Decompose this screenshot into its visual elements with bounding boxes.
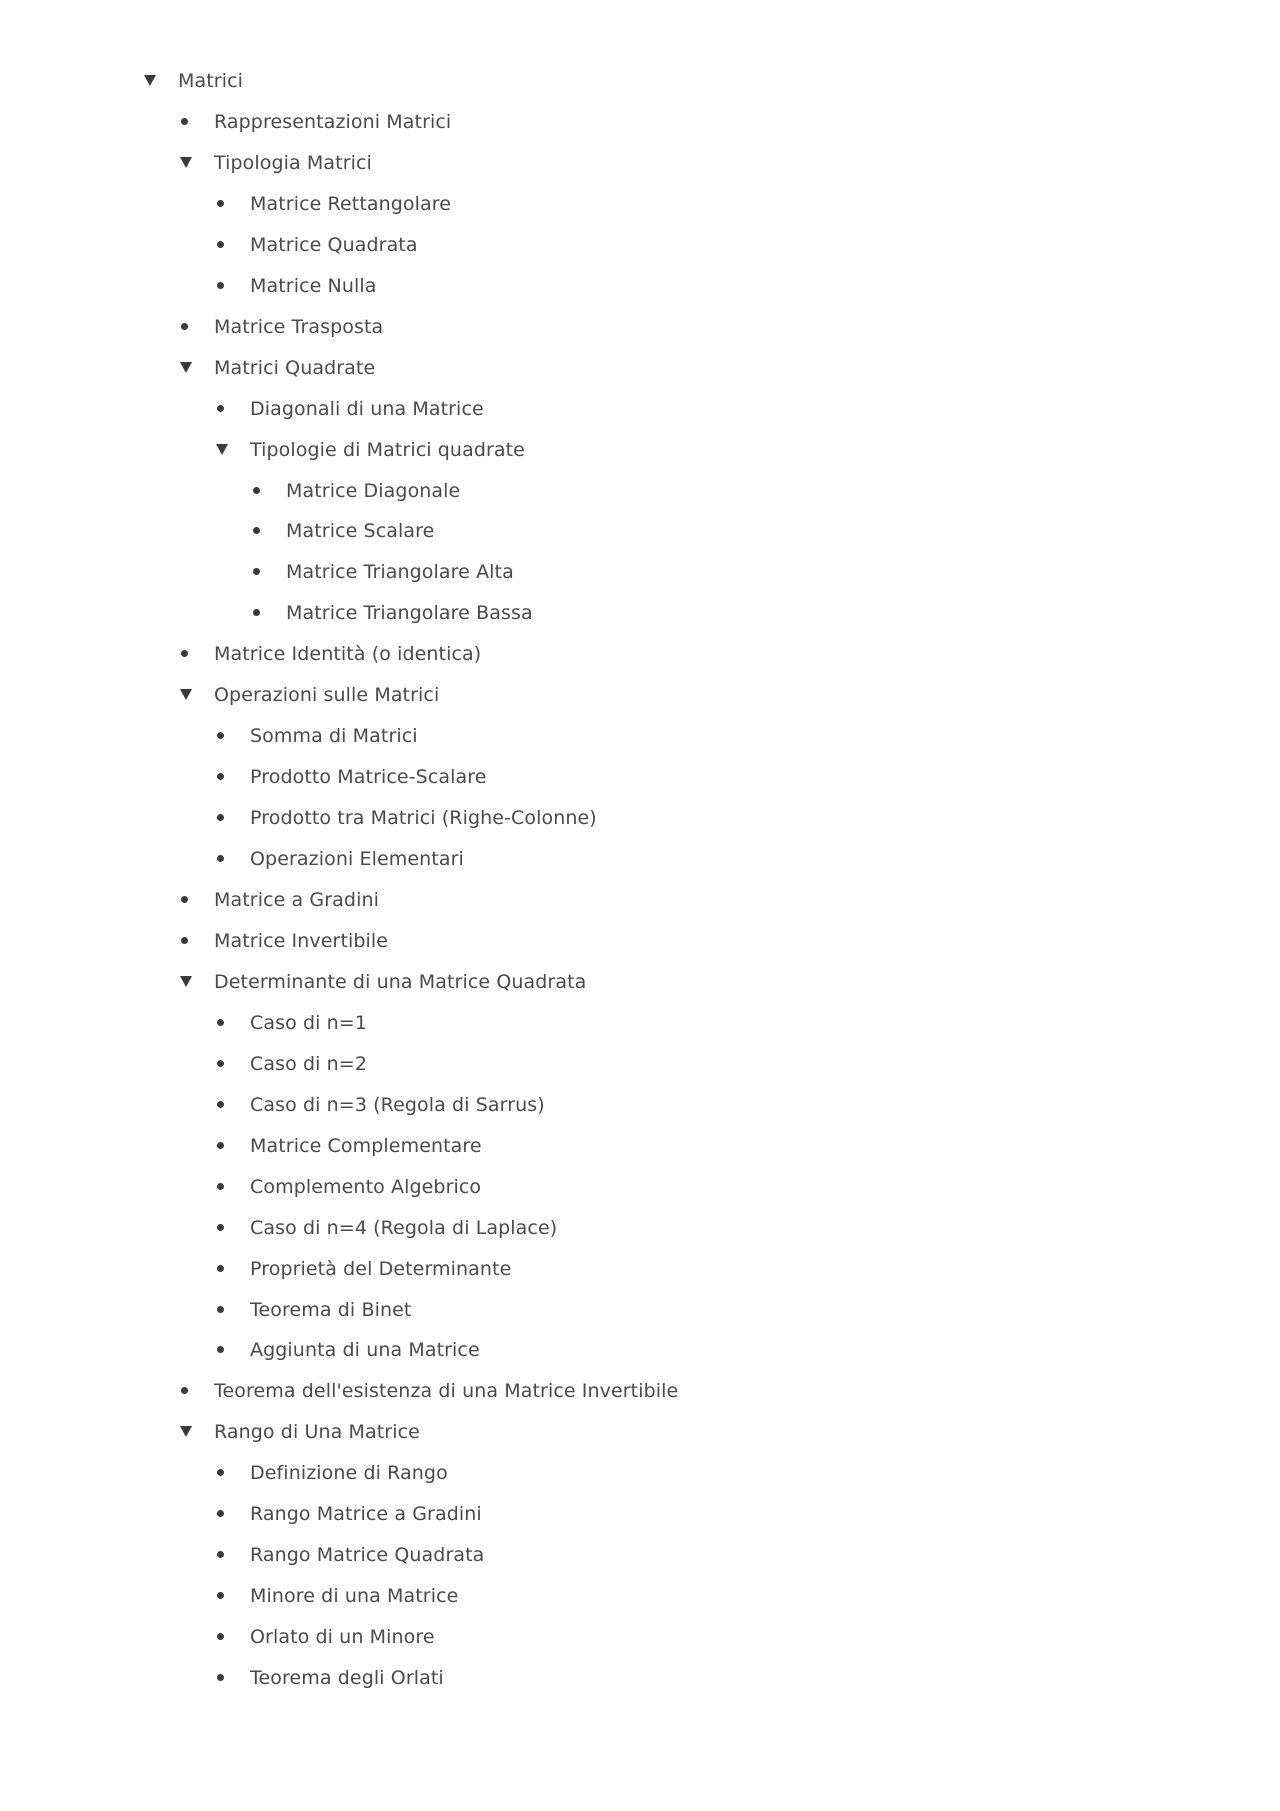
- outline-item-label[interactable]: Matrici Quadrate: [214, 356, 376, 379]
- bullet-icon: [251, 592, 275, 633]
- outline-item-label[interactable]: Matrice Identità (o identica): [214, 642, 482, 665]
- outline-list-item[interactable]: [215, 838, 464, 879]
- bullet-icon: [179, 633, 203, 674]
- outline-list-item[interactable]: [215, 265, 377, 306]
- outline-item-label[interactable]: Prodotto tra Matrici (Righe-Colonne): [250, 806, 597, 829]
- outline-toggle-item[interactable]: [179, 1411, 420, 1452]
- bullet-icon: [215, 1207, 239, 1248]
- outline-item-label[interactable]: Operazioni sulle Matrici: [214, 683, 440, 706]
- outline-item-label[interactable]: Rango Matrice Quadrata: [250, 1543, 485, 1566]
- outline-item-label[interactable]: Rango Matrice a Gradini: [250, 1502, 482, 1525]
- caret-down-icon[interactable]: [179, 1411, 203, 1452]
- outline-item-label[interactable]: Matrici: [178, 69, 244, 92]
- bullet-icon: [215, 224, 239, 265]
- outline-toggle-item[interactable]: [143, 60, 243, 101]
- outline-item-label[interactable]: Prodotto Matrice-Scalare: [250, 765, 487, 788]
- outline-item-label[interactable]: Orlato di un Minore: [250, 1625, 435, 1648]
- bullet-icon: [215, 838, 239, 879]
- outline-list-item[interactable]: [215, 1452, 448, 1493]
- outline-item-label[interactable]: Aggiunta di una Matrice: [250, 1338, 480, 1361]
- bullet-icon: [215, 1289, 239, 1330]
- outline-item-label[interactable]: Rango di Una Matrice: [214, 1420, 420, 1443]
- outline-list-item[interactable]: [179, 101, 451, 142]
- outline-item-label[interactable]: Minore di una Matrice: [250, 1584, 459, 1607]
- outline-list-item[interactable]: [179, 306, 383, 347]
- bullet-icon: [215, 1329, 239, 1370]
- outline-list-item[interactable]: [215, 1084, 545, 1125]
- outline-item-label[interactable]: Definizione di Rango: [250, 1461, 448, 1484]
- caret-down-icon[interactable]: [179, 674, 203, 715]
- bullet-icon: [215, 756, 239, 797]
- outline-list-item[interactable]: [251, 510, 434, 551]
- outline-item-label[interactable]: Caso di n=2: [250, 1052, 368, 1075]
- outline-item-label[interactable]: Operazioni Elementari: [250, 847, 464, 870]
- outline-list-item[interactable]: [179, 920, 388, 961]
- outline-item-label[interactable]: Somma di Matrici: [250, 724, 418, 747]
- caret-down-icon[interactable]: [179, 142, 203, 183]
- outline-list-item[interactable]: [215, 1616, 435, 1657]
- bullet-icon: [215, 183, 239, 224]
- bullet-icon: [215, 1493, 239, 1534]
- bullet-icon: [179, 879, 203, 920]
- outline-list-item[interactable]: [215, 224, 418, 265]
- outline-item-label[interactable]: Matrice Quadrata: [250, 233, 418, 256]
- bullet-icon: [215, 715, 239, 756]
- bullet-icon: [215, 1534, 239, 1575]
- caret-down-icon[interactable]: [179, 347, 203, 388]
- bullet-icon: [215, 388, 239, 429]
- outline-item-label[interactable]: Caso di n=3 (Regola di Sarrus): [250, 1093, 545, 1116]
- outline-toggle-item[interactable]: [179, 961, 586, 1002]
- outline-item-label[interactable]: Rappresentazioni Matrici: [214, 110, 452, 133]
- outline-item-label[interactable]: Matrice Scalare: [286, 519, 435, 542]
- outline-list-item[interactable]: [215, 1166, 481, 1207]
- bullet-icon: [215, 1575, 239, 1616]
- outline-item-label[interactable]: Matrice Triangolare Alta: [286, 560, 514, 583]
- outline-list-item[interactable]: [215, 715, 418, 756]
- outline-list-item[interactable]: [215, 1657, 444, 1698]
- outline-list-item[interactable]: [215, 388, 484, 429]
- bullet-icon: [215, 1616, 239, 1657]
- outline-item-label[interactable]: Caso di n=1: [250, 1011, 368, 1034]
- bullet-icon: [251, 470, 275, 511]
- bullet-icon: [215, 1084, 239, 1125]
- bullet-icon: [215, 1657, 239, 1698]
- outline-toggle-item[interactable]: [179, 347, 375, 388]
- bullet-icon: [215, 1452, 239, 1493]
- outline-toggle-item[interactable]: [179, 674, 439, 715]
- outline-item-label[interactable]: Matrice Trasposta: [214, 315, 384, 338]
- outline-item-label[interactable]: Matrice Rettangolare: [250, 192, 452, 215]
- outline-list-item[interactable]: [215, 756, 487, 797]
- outline-list-item[interactable]: [215, 183, 451, 224]
- outline-item-label[interactable]: Teorema degli Orlati: [250, 1666, 444, 1689]
- bullet-icon: [179, 920, 203, 961]
- caret-down-icon[interactable]: [179, 961, 203, 1002]
- outline-item-label[interactable]: Teorema dell'esistenza di una Matrice Invertibile: [214, 1379, 679, 1402]
- outline-list-item[interactable]: [179, 633, 481, 674]
- outline-list-item[interactable]: [215, 1329, 480, 1370]
- outline-item-label[interactable]: Tipologie di Matrici quadrate: [250, 438, 525, 461]
- outline-list-item[interactable]: [179, 1370, 678, 1411]
- outline-list-item[interactable]: [251, 592, 533, 633]
- bullet-icon: [215, 1125, 239, 1166]
- outline-item-label[interactable]: Matrice a Gradini: [214, 888, 379, 911]
- outline-item-label[interactable]: Matrice Nulla: [250, 274, 377, 297]
- outline-item-label[interactable]: Tipologia Matrici: [214, 151, 372, 174]
- bullet-icon: [215, 1248, 239, 1289]
- outline-item-label[interactable]: Matrice Diagonale: [286, 479, 461, 502]
- bullet-icon: [179, 306, 203, 347]
- outline-item-label[interactable]: Matrice Invertibile: [214, 929, 389, 952]
- caret-down-icon[interactable]: [215, 429, 239, 470]
- bullet-icon: [251, 551, 275, 592]
- outline-item-label[interactable]: Complemento Algebrico: [250, 1175, 482, 1198]
- outline-list-item[interactable]: [251, 551, 514, 592]
- outline-item-label[interactable]: Proprietà del Determinante: [250, 1257, 512, 1280]
- outline-item-label[interactable]: Teorema di Binet: [250, 1298, 412, 1321]
- outline-list-item[interactable]: [215, 1248, 511, 1289]
- bullet-icon: [215, 265, 239, 306]
- outline-list-item[interactable]: [215, 1125, 482, 1166]
- outline-list-item[interactable]: [215, 1289, 411, 1330]
- outline-item-label[interactable]: Matrice Complementare: [250, 1134, 482, 1157]
- caret-down-icon[interactable]: [143, 60, 167, 101]
- outline-toggle-item[interactable]: [179, 142, 372, 183]
- bullet-icon: [251, 510, 275, 551]
- bullet-icon: [215, 1043, 239, 1084]
- bullet-icon: [215, 1166, 239, 1207]
- bullet-icon: [215, 1002, 239, 1043]
- outline-item-label[interactable]: Caso di n=4 (Regola di Laplace): [250, 1216, 558, 1239]
- outline-toggle-item[interactable]: [215, 429, 525, 470]
- outline-list-item[interactable]: [215, 1002, 367, 1043]
- outline-list-item[interactable]: [179, 879, 379, 920]
- bullet-icon: [215, 797, 239, 838]
- outline-item-label[interactable]: Diagonali di una Matrice: [250, 397, 484, 420]
- outline-list-item[interactable]: [215, 797, 597, 838]
- outline-list-item[interactable]: [215, 1493, 482, 1534]
- outline-list-item[interactable]: [215, 1575, 458, 1616]
- outline-list-item[interactable]: [215, 1534, 484, 1575]
- bullet-icon: [179, 101, 203, 142]
- outline-list-item[interactable]: [251, 470, 460, 511]
- outline-item-label[interactable]: Matrice Triangolare Bassa: [286, 601, 533, 624]
- outline-list-item[interactable]: [215, 1043, 367, 1084]
- outline-item-label[interactable]: Determinante di una Matrice Quadrata: [214, 970, 587, 993]
- outline-list-item[interactable]: [215, 1207, 557, 1248]
- bullet-icon: [179, 1370, 203, 1411]
